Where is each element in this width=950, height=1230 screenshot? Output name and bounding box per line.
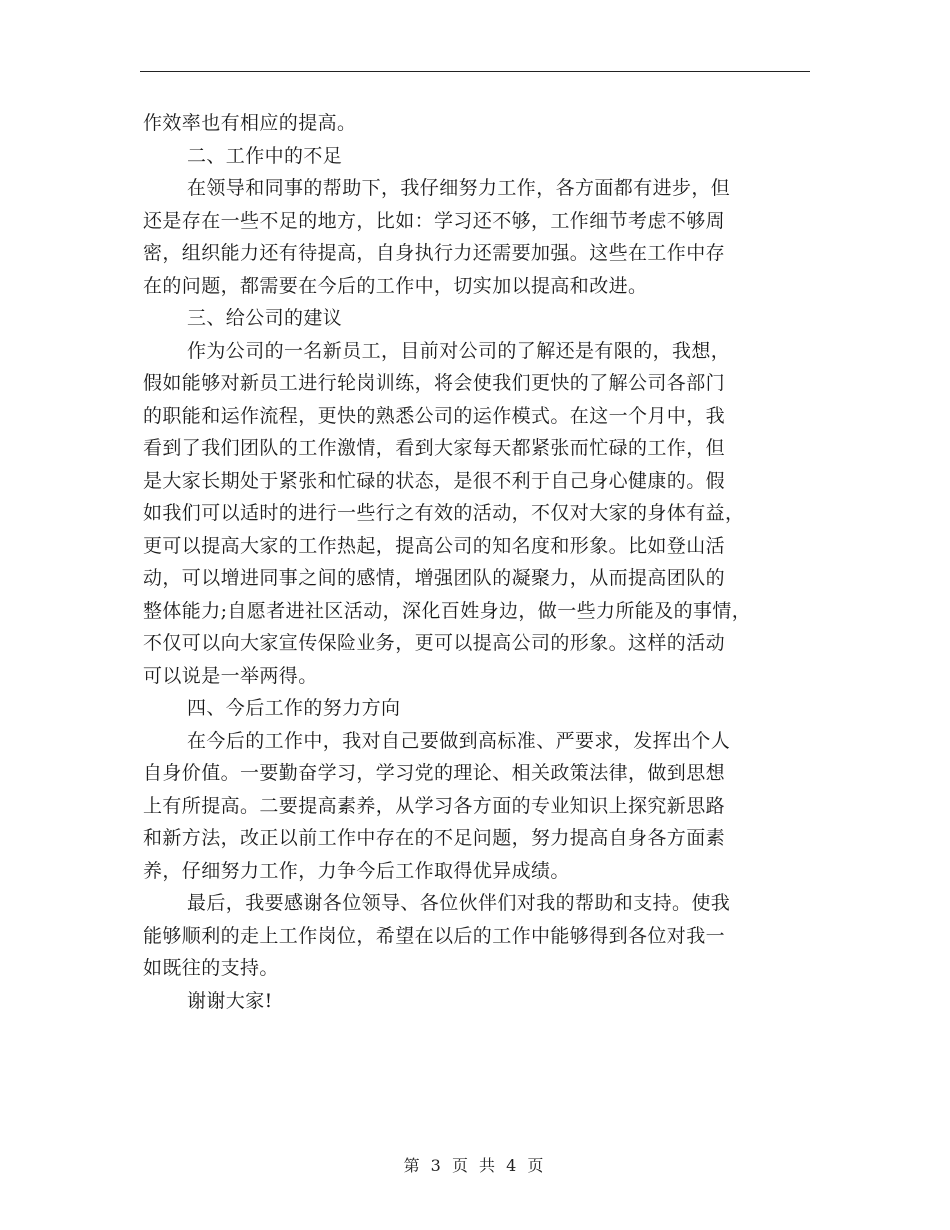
text-line: 谢谢大家! <box>187 989 273 1012</box>
text-line: 动，可以增进同事之间的感情，增强团队的凝聚力，从而提高团队的 <box>143 567 726 589</box>
text-line: 作效率也有相应的提高。 <box>143 112 357 134</box>
text-line: 不仅可以向大家宣传保险业务，更可以提高公司的形象。这样的活动 <box>143 632 726 654</box>
text-line: 看到了我们团队的工作激情，看到大家每天都紧张而忙碌的工作，但 <box>143 437 726 459</box>
text-line: 密，组织能力还有待提高，自身执行力还需要加强。这些在工作中存 <box>143 242 726 264</box>
text-line: 如我们可以适时的进行一些行之有效的活动，不仅对大家的身体有益， <box>143 502 745 524</box>
text-line: 和新方法，改正以前工作中存在的不足问题，努力提高自身各方面素 <box>143 827 726 849</box>
text-line: 的职能和运作流程，更快的熟悉公司的运作模式。在这一个月中，我 <box>143 404 726 427</box>
page-footer: 第 3 页 共 4 页 <box>403 1156 547 1175</box>
text-line: 养，仔细努力工作，力争今后工作取得优异成绩。 <box>143 859 570 882</box>
text-line: 可以说是一举两得。 <box>143 664 318 687</box>
text-line: 在领导和同事的帮助下，我仔细努力工作，各方面都有进步，但 <box>187 177 731 199</box>
text-line: 三、给公司的建议 <box>187 307 343 329</box>
text-line: 是大家长期处于紧张和忙碌的状态，是很不利于自己身心健康的。假 <box>143 469 726 492</box>
document-body <box>143 107 823 1017</box>
text-line: 自身价值。一要勤奋学习，学习党的理论、相关政策法律，做到思想 <box>143 762 726 784</box>
text-line: 更可以提高大家的工作热起，提高公司的知名度和形象。比如登山活 <box>143 534 726 557</box>
text-line: 整体能力;自愿者进社区活动，深化百姓身边，做一些力所能及的事情， <box>143 599 752 622</box>
header-rule <box>140 71 810 72</box>
text-line: 二、工作中的不足 <box>187 144 343 167</box>
text-line: 上有所提高。二要提高素养，从学习各方面的专业知识上探究新思路 <box>143 794 726 817</box>
text-line: 在今后的工作中，我对自己要做到高标准、严要求，发挥出个人 <box>187 729 731 752</box>
text-line: 四、今后工作的努力方向 <box>187 697 401 719</box>
text-line: 如既往的支持。 <box>143 957 279 979</box>
text-line: 最后，我要感谢各位领导、各位伙伴们对我的帮助和支持。使我 <box>187 892 731 914</box>
text-line: 在的问题，都需要在今后的工作中，切实加以提高和改进。 <box>143 274 648 297</box>
text-line: 作为公司的一名新员工，目前对公司的了解还是有限的，我想， <box>187 339 731 362</box>
text-line: 还是存在一些不足的地方，比如：学习还不够，工作细节考虑不够周 <box>143 209 726 232</box>
text-line: 能够顺利的走上工作岗位，希望在以后的工作中能够得到各位对我一 <box>143 924 726 947</box>
text-line: 假如能够对新员工进行轮岗训练，将会使我们更快的了解公司各部门 <box>143 372 726 394</box>
